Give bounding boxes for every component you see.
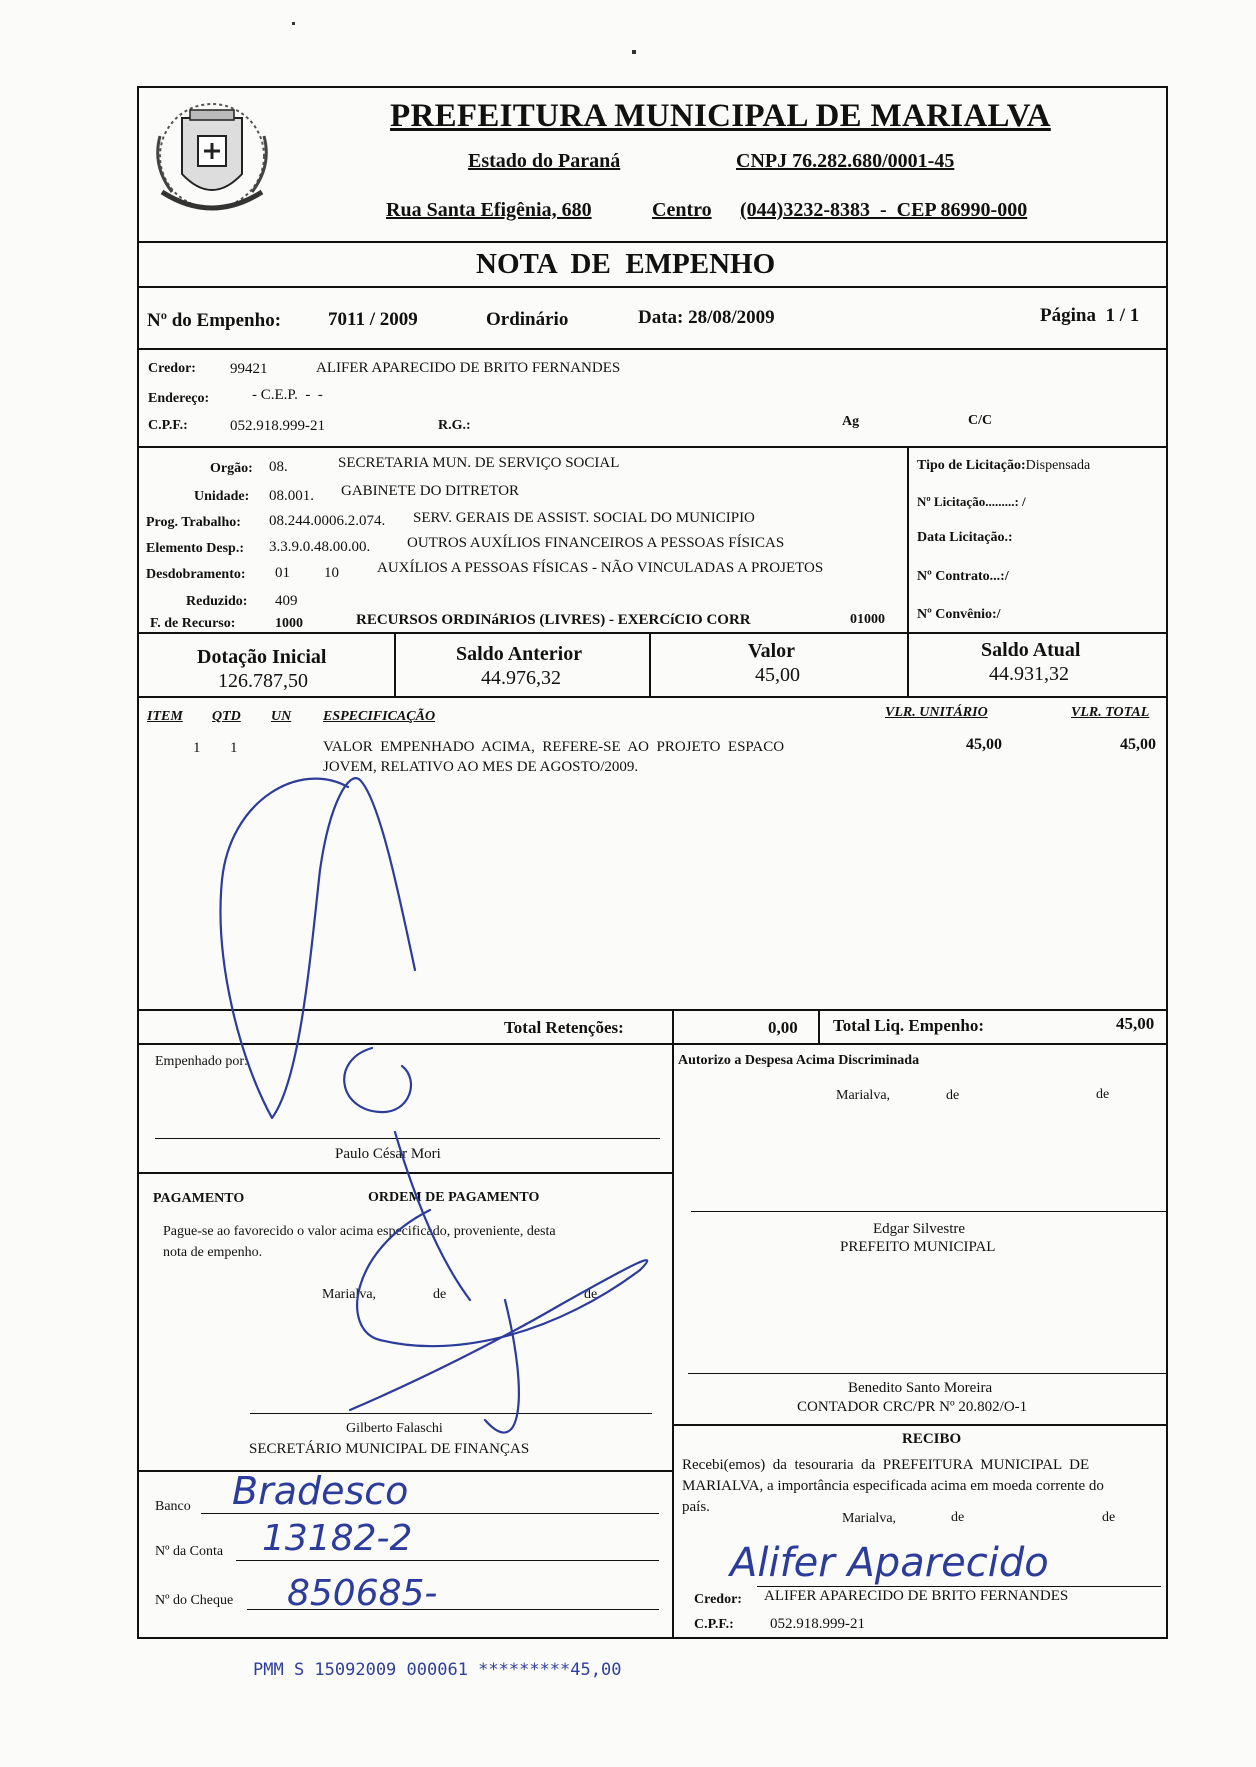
secretario-name: Gilberto Falaschi: [346, 1421, 443, 1436]
cheque-label: Nº do Cheque: [155, 1593, 234, 1608]
pagamento-de2: de: [584, 1287, 598, 1302]
desdobramento-code: 01: [275, 565, 290, 581]
district-label: Centro: [652, 199, 712, 221]
municipal-coat-of-arms: [142, 96, 282, 236]
credor-label: Credor:: [148, 361, 196, 376]
empenhado-por-label: Empenhado por:: [155, 1054, 248, 1069]
column-item: ITEM: [147, 709, 183, 724]
recurso-code: 1000: [275, 616, 303, 631]
signature-line: [757, 1586, 1161, 1587]
column-valor-total: VLR. TOTAL: [1071, 705, 1150, 720]
document-title: NOTA DE EMPENHO: [476, 248, 776, 280]
divider: [907, 632, 909, 696]
tipo-licitacao-label: [917, 458, 1090, 474]
empenhado-signer: Paulo César Mori: [335, 1146, 441, 1162]
saldo-anterior-value: 44.976,32: [481, 667, 561, 689]
divider: [137, 1172, 672, 1174]
pagamento-de1: de: [433, 1287, 447, 1302]
ordem-pagamento-title: ORDEM DE PAGAMENTO: [368, 1190, 540, 1205]
signature-line: [691, 1211, 1166, 1212]
dotacao-inicial-value: 126.787,50: [218, 670, 308, 692]
unidade-label: Unidade:: [194, 489, 250, 504]
cpf-value: 052.918.999-21: [230, 418, 325, 434]
prefeito-name: Edgar Silvestre: [873, 1221, 966, 1237]
numero-licitacao-label: Nº Licitação.........: /: [917, 494, 1026, 509]
elemento-name: OUTROS AUXÍLIOS FINANCEIROS A PESSOAS FÍSICAS: [407, 535, 785, 551]
total-retencoes-label: Total Retenções:: [504, 1018, 624, 1037]
empenho-date: Data: 28/08/2009: [638, 307, 775, 328]
empenho-number: 7011 / 2009: [328, 309, 418, 330]
divider: [137, 241, 1168, 243]
tipo-licitacao-value: Dispensada: [1025, 458, 1091, 473]
account-label: C/C: [968, 413, 993, 428]
contador-role: CONTADOR CRC/PR Nº 20.802/O-1: [797, 1399, 1028, 1415]
divider: [137, 286, 1168, 288]
total-retencoes-value: 0,00: [768, 1018, 798, 1037]
org-title: PREFEITURA MUNICIPAL DE MARIALVA: [390, 98, 1051, 134]
conta-label: Nº da Conta: [155, 1544, 224, 1559]
item-total-price: 45,00: [1120, 736, 1156, 753]
item-unit-price: 45,00: [966, 736, 1002, 753]
prog-trabalho-code: 08.244.0006.2.074.: [269, 513, 386, 529]
recibo-de2: de: [1102, 1510, 1116, 1525]
desdobramento-sub: 10: [324, 565, 339, 581]
signature-line: [155, 1138, 660, 1139]
pagamento-text-line2: nota de empenho.: [163, 1245, 263, 1260]
prog-trabalho-label: Prog. Trabalho:: [146, 515, 241, 530]
orgao-label: Orgão:: [210, 461, 253, 476]
conta-line: [236, 1560, 659, 1561]
secretario-role: SECRETÁRIO MUNICIPAL DE FINANÇAS: [249, 1441, 530, 1457]
column-especificacao: ESPECIFICAÇÃO: [323, 709, 436, 724]
column-qtd: QTD: [212, 709, 241, 724]
reduzido-label: Reduzido:: [186, 594, 248, 609]
total-liquido-label: Total Liq. Empenho:: [833, 1016, 984, 1035]
saldo-atual-label: Saldo Atual: [981, 639, 1081, 661]
cpf-label: C.P.F.:: [148, 418, 188, 433]
empenho-number-label: Nº do Empenho:: [147, 310, 282, 331]
pagamento-city: Marialva,: [322, 1287, 377, 1302]
banco-handwritten: Bradesco: [232, 1469, 409, 1513]
item-qty: 1: [230, 740, 238, 756]
unidade-code: 08.001.: [269, 488, 314, 504]
convenio-label: Nº Convênio:/: [917, 607, 1001, 622]
divider: [137, 1043, 1168, 1045]
data-licitacao-label: Data Licitação.:: [917, 530, 1013, 545]
divider: [672, 1424, 1168, 1426]
street-label: Rua Santa Efigênia, 680: [386, 199, 592, 221]
cheque-handwritten: 850685-: [287, 1573, 438, 1614]
divider: [137, 348, 1168, 350]
prefeito-role: PREFEITO MUNICIPAL: [840, 1239, 996, 1255]
divider: [394, 632, 396, 696]
cnpj-label: CNPJ 76.282.680/0001-45: [736, 150, 955, 172]
autorizo-de1: de: [946, 1088, 960, 1103]
saldo-anterior-label: Saldo Anterior: [456, 643, 583, 665]
page-number: Página 1 / 1: [1040, 305, 1140, 326]
desdobramento-name: AUXÍLIOS A PESSOAS FÍSICAS - NÃO VINCULADAS A PROJETOS: [377, 560, 824, 576]
autorizo-title: Autorizo a Despesa Acima Discriminada: [678, 1053, 920, 1068]
column-valor-unitario: VLR. UNITÁRIO: [885, 705, 988, 720]
desdobramento-label: Desdobramento:: [146, 567, 246, 582]
unidade-name: GABINETE DO DITRETOR: [341, 483, 520, 499]
column-un: UN: [271, 709, 292, 724]
agency-label: Ag: [842, 414, 860, 429]
payment-stamp: PMM S 15092009 000061 *********45,00: [253, 1660, 622, 1680]
recibo-cpf-value: 052.918.999-21: [770, 1616, 865, 1632]
signature-line: [250, 1413, 652, 1414]
contador-name: Benedito Santo Moreira: [848, 1380, 993, 1396]
reduzido-value: 409: [275, 593, 298, 609]
item-description-line2: JOVEM, RELATIVO AO MES DE AGOSTO/2009.: [323, 759, 639, 775]
rg-label: R.G.:: [438, 418, 471, 433]
recurso-label: F. de Recurso:: [150, 616, 236, 631]
recurso-name: RECURSOS ORDINáRIOS (LIVRES) - EXERCíCIO CORR: [356, 612, 751, 628]
recibo-text-line1: Recebi(emos) da tesouraria da PREFEITURA MUNICIPAL DE: [682, 1457, 1090, 1473]
divider: [137, 632, 1168, 634]
divider: [818, 1009, 820, 1043]
autorizo-de2: de: [1096, 1087, 1110, 1102]
saldo-atual-value: 44.931,32: [989, 663, 1069, 685]
recibo-text-line3: país.: [682, 1499, 710, 1515]
phone-cep-label: (044)3232-8383 - CEP 86990-000: [740, 199, 1028, 221]
empenho-type: Ordinário: [486, 309, 569, 330]
recibo-city: Marialva,: [842, 1511, 897, 1526]
elemento-label: Elemento Desp.:: [146, 541, 244, 556]
recurso-number: 01000: [850, 612, 885, 627]
scan-speck: [292, 22, 295, 25]
scan-speck: [632, 50, 636, 54]
divider: [649, 632, 651, 696]
divider: [672, 1043, 674, 1639]
dotacao-inicial-label: Dotação Inicial: [197, 646, 327, 668]
autorizo-city: Marialva,: [836, 1088, 891, 1103]
recibo-credor-name: ALIFER APARECIDO DE BRITO FERNANDES: [764, 1588, 1069, 1604]
recibo-de1: de: [951, 1510, 965, 1525]
recibo-title: RECIBO: [902, 1431, 962, 1447]
valor-label: Valor: [748, 640, 796, 662]
divider: [137, 446, 1168, 448]
state-label: Estado do Paraná: [468, 150, 621, 172]
total-liquido-value: 45,00: [1116, 1014, 1155, 1033]
endereco-value: - C.E.P. - -: [252, 387, 323, 403]
orgao-code: 08.: [269, 459, 288, 475]
tipo-licitacao-key: Tipo de Licitação:: [917, 458, 1026, 473]
recibo-cpf-label: C.P.F.:: [694, 1617, 734, 1632]
credor-name: ALIFER APARECIDO DE BRITO FERNANDES: [316, 360, 621, 376]
conta-handwritten: 13182-2: [262, 1518, 413, 1559]
pagamento-title: PAGAMENTO: [153, 1191, 245, 1206]
divider: [137, 1009, 1168, 1011]
pagamento-text-line1: Pague-se ao favorecido o valor acima especificado, proveniente, desta: [163, 1224, 556, 1239]
elemento-code: 3.3.9.0.48.00.00.: [269, 539, 371, 555]
prog-trabalho-name: SERV. GERAIS DE ASSIST. SOCIAL DO MUNICIPIO: [413, 510, 755, 526]
contrato-label: Nº Contrato...:/: [917, 569, 1009, 584]
signature-line: [688, 1373, 1166, 1374]
endereco-label: Endereço:: [148, 391, 210, 406]
divider: [672, 1009, 674, 1043]
divider: [137, 696, 1168, 698]
item-number: 1: [193, 740, 201, 756]
item-description-line1: VALOR EMPENHADO ACIMA, REFERE-SE AO PROJETO ESPACO: [323, 739, 785, 755]
recibo-text-line2: MARIALVA, a importância especificada acima em moeda corrente do: [682, 1478, 1104, 1494]
orgao-name: SECRETARIA MUN. DE SERVIÇO SOCIAL: [338, 455, 620, 471]
recibo-credor-label: Credor:: [694, 1592, 742, 1607]
recibo-signature: Alifer Aparecido: [730, 1540, 1049, 1586]
credor-code: 99421: [230, 361, 268, 377]
valor-value: 45,00: [755, 664, 800, 686]
divider: [907, 446, 909, 632]
banco-label: Banco: [155, 1499, 191, 1514]
banco-line: [201, 1513, 659, 1514]
